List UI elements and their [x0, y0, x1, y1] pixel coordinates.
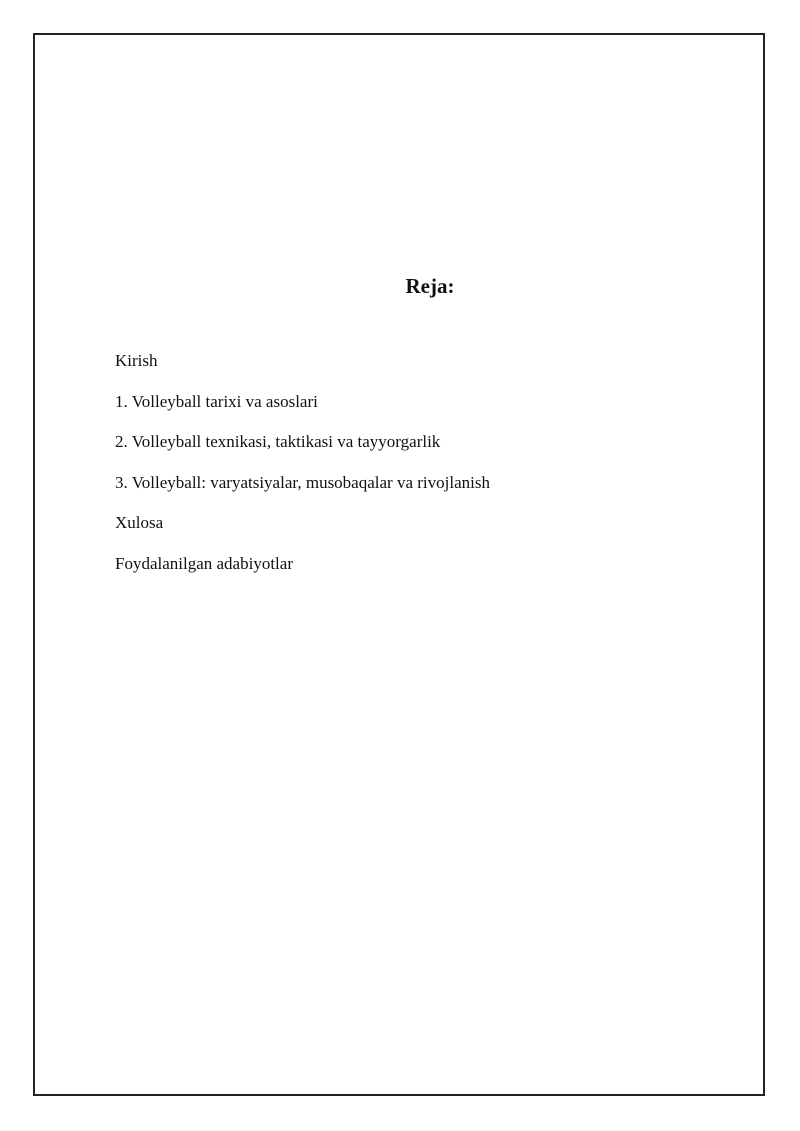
toc-item-references: Foydalanilgan adabiyotlar — [115, 553, 293, 573]
toc-item-1: 1. Volleyball tarixi va asoslari — [115, 391, 318, 411]
toc-item-3: 3. Volleyball: varyatsiyalar, musobaqalar va rivojlanish — [115, 472, 490, 492]
toc-item-conclusion: Xulosa — [115, 513, 164, 532]
page-title: Reja: — [405, 274, 455, 298]
table-of-contents — [115, 351, 490, 594]
toc-item-2: 2. Volleyball texnikasi, taktikasi va tayyorgarlik — [115, 432, 441, 451]
toc-item-introduction: Kirish — [115, 351, 158, 370]
